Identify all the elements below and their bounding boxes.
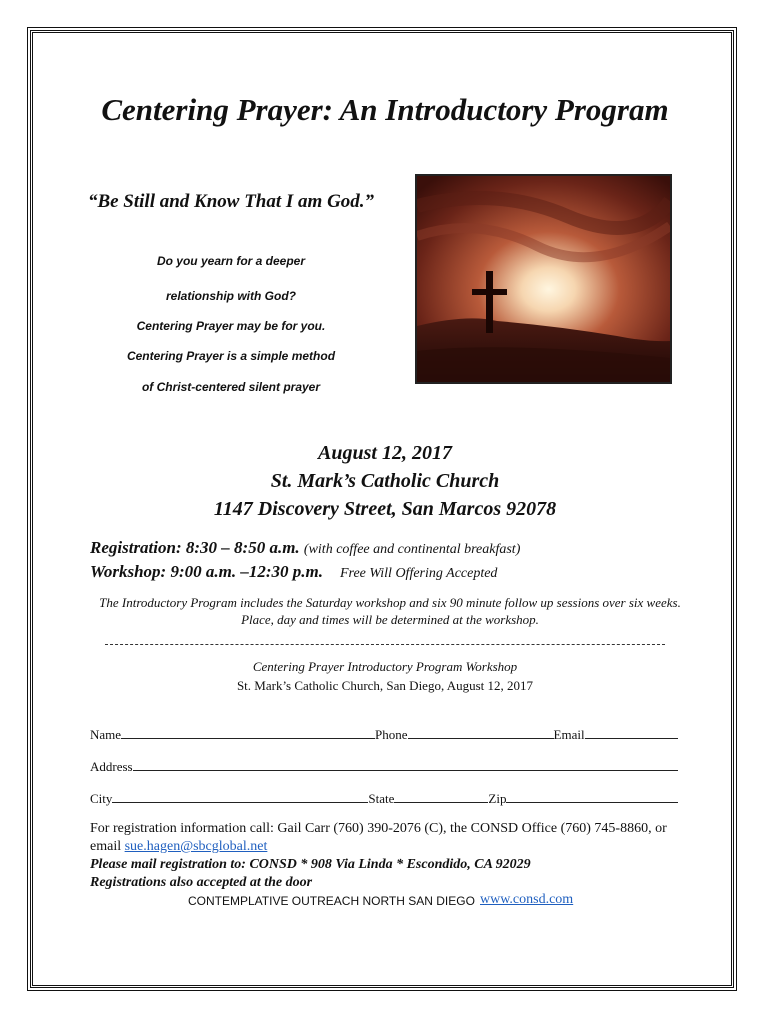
footer-website-link[interactable]: www.consd.com	[480, 892, 574, 907]
scripture-quote: “Be Still and Know That I am God.”	[87, 191, 375, 212]
phone-field[interactable]	[408, 726, 554, 739]
contact-info	[90, 820, 690, 892]
event-venue: St. Mark’s Catholic Church	[270, 470, 500, 492]
address-field[interactable]	[133, 758, 678, 771]
page-title: Centering Prayer: An Introductory Program	[101, 92, 669, 127]
address-label: Address	[90, 759, 133, 774]
workshop-label: Workshop: 9:00 a.m. –12:30 p.m.	[90, 562, 323, 581]
email-label: Email	[553, 727, 585, 742]
form-row-address	[90, 758, 678, 775]
invite-line-5: of Christ-centered silent prayer	[141, 380, 321, 394]
info-text: For registration information call: Gail Carr (760) 390-2076 (C), the CONSD Office (760) 745-8860, or email	[90, 821, 667, 854]
form-row-name	[90, 726, 678, 743]
workshop-time	[90, 562, 497, 582]
city-field[interactable]	[112, 790, 368, 803]
phone-label: Phone	[375, 727, 408, 742]
offering-note: Free Will Offering Accepted	[339, 566, 498, 581]
contact-email-link[interactable]: sue.hagen@sbcglobal.net	[124, 839, 268, 854]
state-field[interactable]	[394, 790, 488, 803]
zip-label: Zip	[488, 791, 507, 806]
name-field[interactable]	[121, 726, 375, 739]
name-label: Name	[90, 727, 122, 742]
registration-time	[90, 538, 520, 558]
footer-org: CONTEMPLATIVE OUTREACH NORTH SAN DIEGO	[188, 894, 475, 908]
form-heading: Centering Prayer Introductory Program Workshop	[252, 659, 518, 674]
email-field[interactable]	[585, 726, 678, 739]
invite-line-1: Do you yearn for a deeper	[156, 254, 306, 268]
state-label: State	[368, 791, 395, 806]
zip-field[interactable]	[506, 790, 678, 803]
registration-note: (with coffee and continental breakfast)	[303, 542, 521, 557]
cross-sunset-image	[415, 174, 672, 384]
registration-label: Registration: 8:30 – 8:50 a.m.	[90, 538, 300, 557]
form-subheading: St. Mark’s Catholic Church, San Diego, August 12, 2017	[236, 678, 534, 693]
event-address: 1147 Discovery Street, San Marcos 92078	[213, 498, 557, 520]
city-label: City	[90, 791, 113, 806]
event-date: August 12, 2017	[318, 442, 452, 464]
door-registration: Registrations also accepted at the door	[90, 875, 313, 890]
cut-line	[105, 644, 665, 645]
form-row-city	[90, 790, 678, 807]
invite-line-4: Centering Prayer is a simple method	[126, 349, 336, 363]
program-description: The Introductory Program includes the Saturday workshop and six 90 minute follow up sessions over six weeks. Place, day and times will be determined at the workshop.	[99, 595, 681, 627]
invite-line-3: Centering Prayer may be for you.	[136, 319, 326, 333]
invite-line-2: relationship with God?	[166, 289, 296, 303]
mail-instructions: Please mail registration to: CONSD * 908 Via Linda * Escondido, CA 92029	[90, 857, 531, 872]
